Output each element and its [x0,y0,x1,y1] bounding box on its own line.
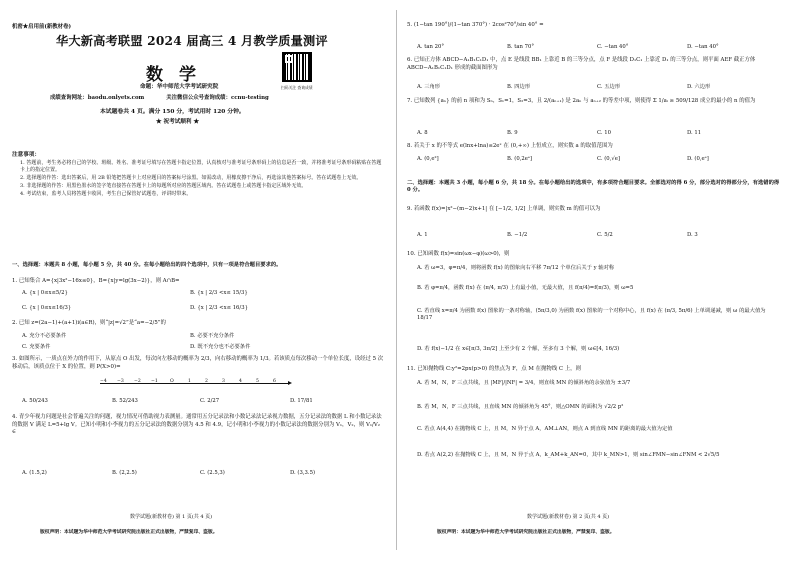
number-line-arrow [288,381,292,385]
number-line-tick: −4 [100,379,107,384]
number-line-origin: O [170,379,174,384]
q4-option-c[interactable]: C. (2.5,3) [200,470,225,476]
question-6: 6. 已知正方体 ABCD−A₁B₁C₁D₁ 中，点 E 是线段 BB₁ 上靠近 B 的三等分点，点 F 是线段 D₁C₁ 上靠近 D₁ 的三等分点，则平面 AEF 截正方体 ABCD−A₁B₁C₁D₁ 形成的截面图形为 [407,57,756,71]
subject-title: 数学 [146,65,212,85]
note-item: 3. 非选择题的作答：用黑色墨水的签字笔直接答在答题卡上的每题所对应的答题区域内。答在试题卷上或答题卡指定区域外无效。 [20,182,307,189]
number-line-tick: 3 [222,379,225,384]
number-line-tick: −3 [117,379,124,384]
q11-option-d[interactable]: D. 若点 A(2,2) 在抛物线 C 上，且 M，N 异于点 A，k_AM+k_AN=0，其中 k_MN>1，则 sin∠FMN−sin∠FNM < 2√5/5 [417,452,720,458]
q5-option-a[interactable]: A. tan 20° [417,44,444,50]
q3-option-b[interactable]: B. 52/243 [112,398,138,404]
page-footer: 数学试题(新教材卷) 第 1 页(共 4 页) [130,514,213,520]
q1-option-b[interactable]: B. {x | 2/3 <x≤ 15/3} [190,290,248,296]
copyright-notice: 版权声明：本试题为华中师范大学考试研究院出版社正式出版物，严禁复印、盗版。 [40,529,218,535]
note-item: 1. 答题前，考生务必将自己的学校、班级、姓名、准考证号填写在答题卡指定位置，认真核对与准考证号条形码上的信息是否一致，并将准考证号条形码粘贴在答题卡上的指定位置。 [20,160,382,173]
q10-option-d[interactable]: D. 若 f(x)−1/2 在 x∈[π/3, 3π/2] 上至少有 2 个解，至多有 3 个解，则 ω∈[4, 16/3) [417,346,620,352]
q10-option-b[interactable]: B. 若 φ=π/4，函数 f(x) 在 (π/4, π/3) 上有最小值，无最大值，且 f(π/4)=f(π/3)，则 ω=5 [417,285,634,291]
question-10: 10. 已知函数 f(x)=sin(ωx−φ)(ω>0)，则 [407,251,510,257]
question-5: 5. (1−tan 190°)/(1−tan 370°) · 2cos²70°/sin 40° = [407,22,544,28]
number-line-tick: 1 [188,379,191,384]
q1-option-d[interactable]: D. {x | 2/3 <x≤ 16/3} [190,305,248,311]
q7-option-d[interactable]: D. 11 [687,130,702,136]
number-line-tick: −2 [134,379,141,384]
note-item: 4. 考试结束，监考人员将答题卡收回，考生自己保管好试题卷，评讲时带来。 [20,190,192,197]
page-2 [397,0,794,561]
q4-option-b[interactable]: B. (2,2.5) [112,470,137,476]
number-line-tick: −1 [151,379,158,384]
q6-option-b[interactable]: B. 四边形 [507,84,531,90]
question-3: 3. 如图所示，一质点在外力的作用下，从原点 O 出发，每次向左移动的概率为 2/3，向右移动的概率为 1/3。若该质点每次移动一个单位长度，设经过 5 次移动后，该质点位于 X 的位置，则 P(X>0)= [12,356,384,370]
q11-option-b[interactable]: B. 若 M，N，F 三点共线，且直线 MN 的倾斜角为 45°，则△OMN 的面积为 √2/2 p² [417,404,624,410]
q8-option-b[interactable]: B. (0,2eᵉ] [507,156,533,162]
question-11: 11. 已知抛物线 C:y²=2px(p>0) 的焦点为 F，点 M 在抛物线 C 上，则 [407,366,581,372]
exam-title: 华大新高考联盟 2024 届高三 4 月教学质量测评 [56,34,328,48]
q9-option-d[interactable]: D. 3 [687,232,698,238]
q5-option-b[interactable]: B. tan 70° [507,44,535,50]
q2-option-b[interactable]: B. 必要不充分条件 [190,333,235,339]
q10-option-c[interactable]: C. 若直线 x=π/4 为函数 f(x) 图象的一条对称轴，(5π/3,0) 为函数 f(x) 图象的一个对称中心，且 f(x) 在 (π/3, 5π/6) 上单调递减，则 ω 的最大值为 18/17 [417,308,766,321]
q7-option-c[interactable]: C. 10 [597,130,611,136]
number-line-tick: 6 [273,379,276,384]
question-1: 1. 已知集合 A={x|3x²−16x≤0}，B={x|y=lg(3x−2)}，则 A∩B= [12,278,180,284]
q9-option-a[interactable]: A. 1 [417,232,428,238]
q4-option-a[interactable]: A. (1.5,2) [22,470,47,476]
qr-code-icon[interactable] [282,52,312,82]
q11-option-c[interactable]: C. 若点 A(4,4) 在抛物线 C 上，且 M，N 异于点 A，AM⊥AN，则点 A 到直线 MN 的距离的最大值为定值 [417,426,673,432]
q8-option-a[interactable]: A. (0,e²] [417,156,439,162]
q2-option-a[interactable]: A. 充分不必要条件 [22,333,67,339]
q4-option-d[interactable]: D. (3,3.5) [290,470,316,476]
query-line [50,93,350,101]
q11-option-a[interactable]: A. 若 M，N，F 三点共线，且 |MF|/|NF| = 3/4，则直线 MN 的倾斜角的余弦值为 ±3/7 [417,380,631,386]
notes-block [12,150,384,198]
q8-option-d[interactable]: D. (0,eᵉ] [687,156,709,162]
number-line-tick: 5 [256,379,259,384]
q1-option-c[interactable]: C. {x | 0≤x≤16/3} [22,305,72,311]
q10-option-a[interactable]: A. 若 ω=3，φ=π/4，则将函数 f(x) 的图象向右平移 7π/12 个单位后关于 y 轴对称 [417,265,615,271]
secret-label: 机密★启用前(新教材卷) [12,24,72,30]
wechat-query: 关注微信公众号查询成绩：ccnu-testing [166,95,269,101]
author-line: 命题：华中师范大学考试研究院 [140,84,219,90]
page-footer: 数学试题(新教材卷) 第 2 页(共 4 页) [527,514,610,520]
number-line-tick: 4 [239,379,242,384]
q6-option-c[interactable]: C. 五边形 [597,84,621,90]
q3-option-a[interactable]: A. 50/243 [22,398,48,404]
q5-option-d[interactable]: D. −tan 40° [687,44,719,50]
question-7: 7. 已知数列 {aₙ} 的前 n 项和为 Sₙ，S₁=1，S₂=3，且 2/(aₙ₊₁) 是 2aₙ 与 aₙ₊₂ 的等差中项，则使得 Σ 1/aᵢ ≥ 509/128 成立的最小的 n 的值为 [407,98,756,104]
question-4: 4. 青少年视力问题是社会普遍关注的问题，视力情况可借助视力表测量。通常用五分记录法和小数记录法记录视力数据，五分记录法的数据 L 和小数记录法的数据 V 满足 L=5+lg V。已知小明和小李视力的五分记录法的数据分别为 4.5 和 4.9，记小明和小李视力的小数记录法的数据分别为 V₁，V₂，则 V₁/V₂ ∈ [12,414,382,436]
copyright-notice: 版权声明：本试题为华中师范大学考试研究院出版社正式出版物，严禁复印、盗版。 [437,529,615,535]
question-8: 8. 若关于 x 的不等式 e(lnx+lna)≤2eˣ 在 (0,+∞) 上恒成立，则实数 a 的取值范围为 [407,143,613,149]
q2-option-c[interactable]: C. 充要条件 [22,344,51,350]
q7-option-b[interactable]: B. 9 [507,130,518,136]
number-line-axis [100,383,290,384]
number-line-tick: 2 [205,379,208,384]
score-query-url[interactable]: 成绩查询网址：baodu.onlyets.com [50,95,145,101]
question-9: 9. 若函数 f(x)=|x²−(m−2)x+1| 在 [−1/2, 1/2] 上单调，则实数 m 的值可以为 [407,206,601,212]
q7-option-a[interactable]: A. 8 [417,130,428,136]
q9-option-b[interactable]: B. −1/2 [507,232,528,238]
q1-option-a[interactable]: A. {x | 0≤x≤5/2} [22,290,68,296]
q6-option-d[interactable]: D. 六边形 [687,84,711,90]
number-line-figure [100,379,290,393]
question-2: 2. 已知 z=(2a−1)+(a+1)i(a∈R)，则“|z|=√2”是“a=−2/5”的 [12,320,166,326]
section-1-heading: 一、选择题：本题共 8 小题，每小题 5 分，共 40 分。在每小题给出的四个选项中，只有一项是符合题目要求的。 [12,262,282,268]
q9-option-c[interactable]: C. 5/2 [597,232,613,238]
q5-option-c[interactable]: C. −tan 40° [597,44,629,50]
section-2-heading: 二、选择题：本题共 3 小题，每小题 6 分，共 18 分。在每小题给出的选项中，有多项符合题目要求。全部选对的得 6 分，部分选对的得部分分，有选错的得 0 分。 [407,180,780,194]
q2-option-d[interactable]: D. 既不充分也不必要条件 [190,344,251,350]
q8-option-c[interactable]: C. (0,√e] [597,156,620,162]
q6-option-a[interactable]: A. 三角形 [417,84,441,90]
notes-title: 注意事项： [12,152,40,158]
qr-caption: 扫码关注 查询成绩 [281,85,313,90]
wish-line: ★ 祝考试顺利 ★ [156,119,200,125]
q3-option-d[interactable]: D. 17/81 [290,398,313,404]
q3-option-c[interactable]: C. 2/27 [200,398,220,404]
note-item: 2. 选择题的作答：选出答案后，用 2B 铅笔把答题卡上对应题目的答案标号涂黑。如需改动，用橡皮擦干净后，再选涂其他答案标号。答在试题卷上无效。 [20,174,362,181]
exam-info-line: 本试题卷共 4 页。满分 150 分，考试用时 120 分钟。 [100,109,245,115]
